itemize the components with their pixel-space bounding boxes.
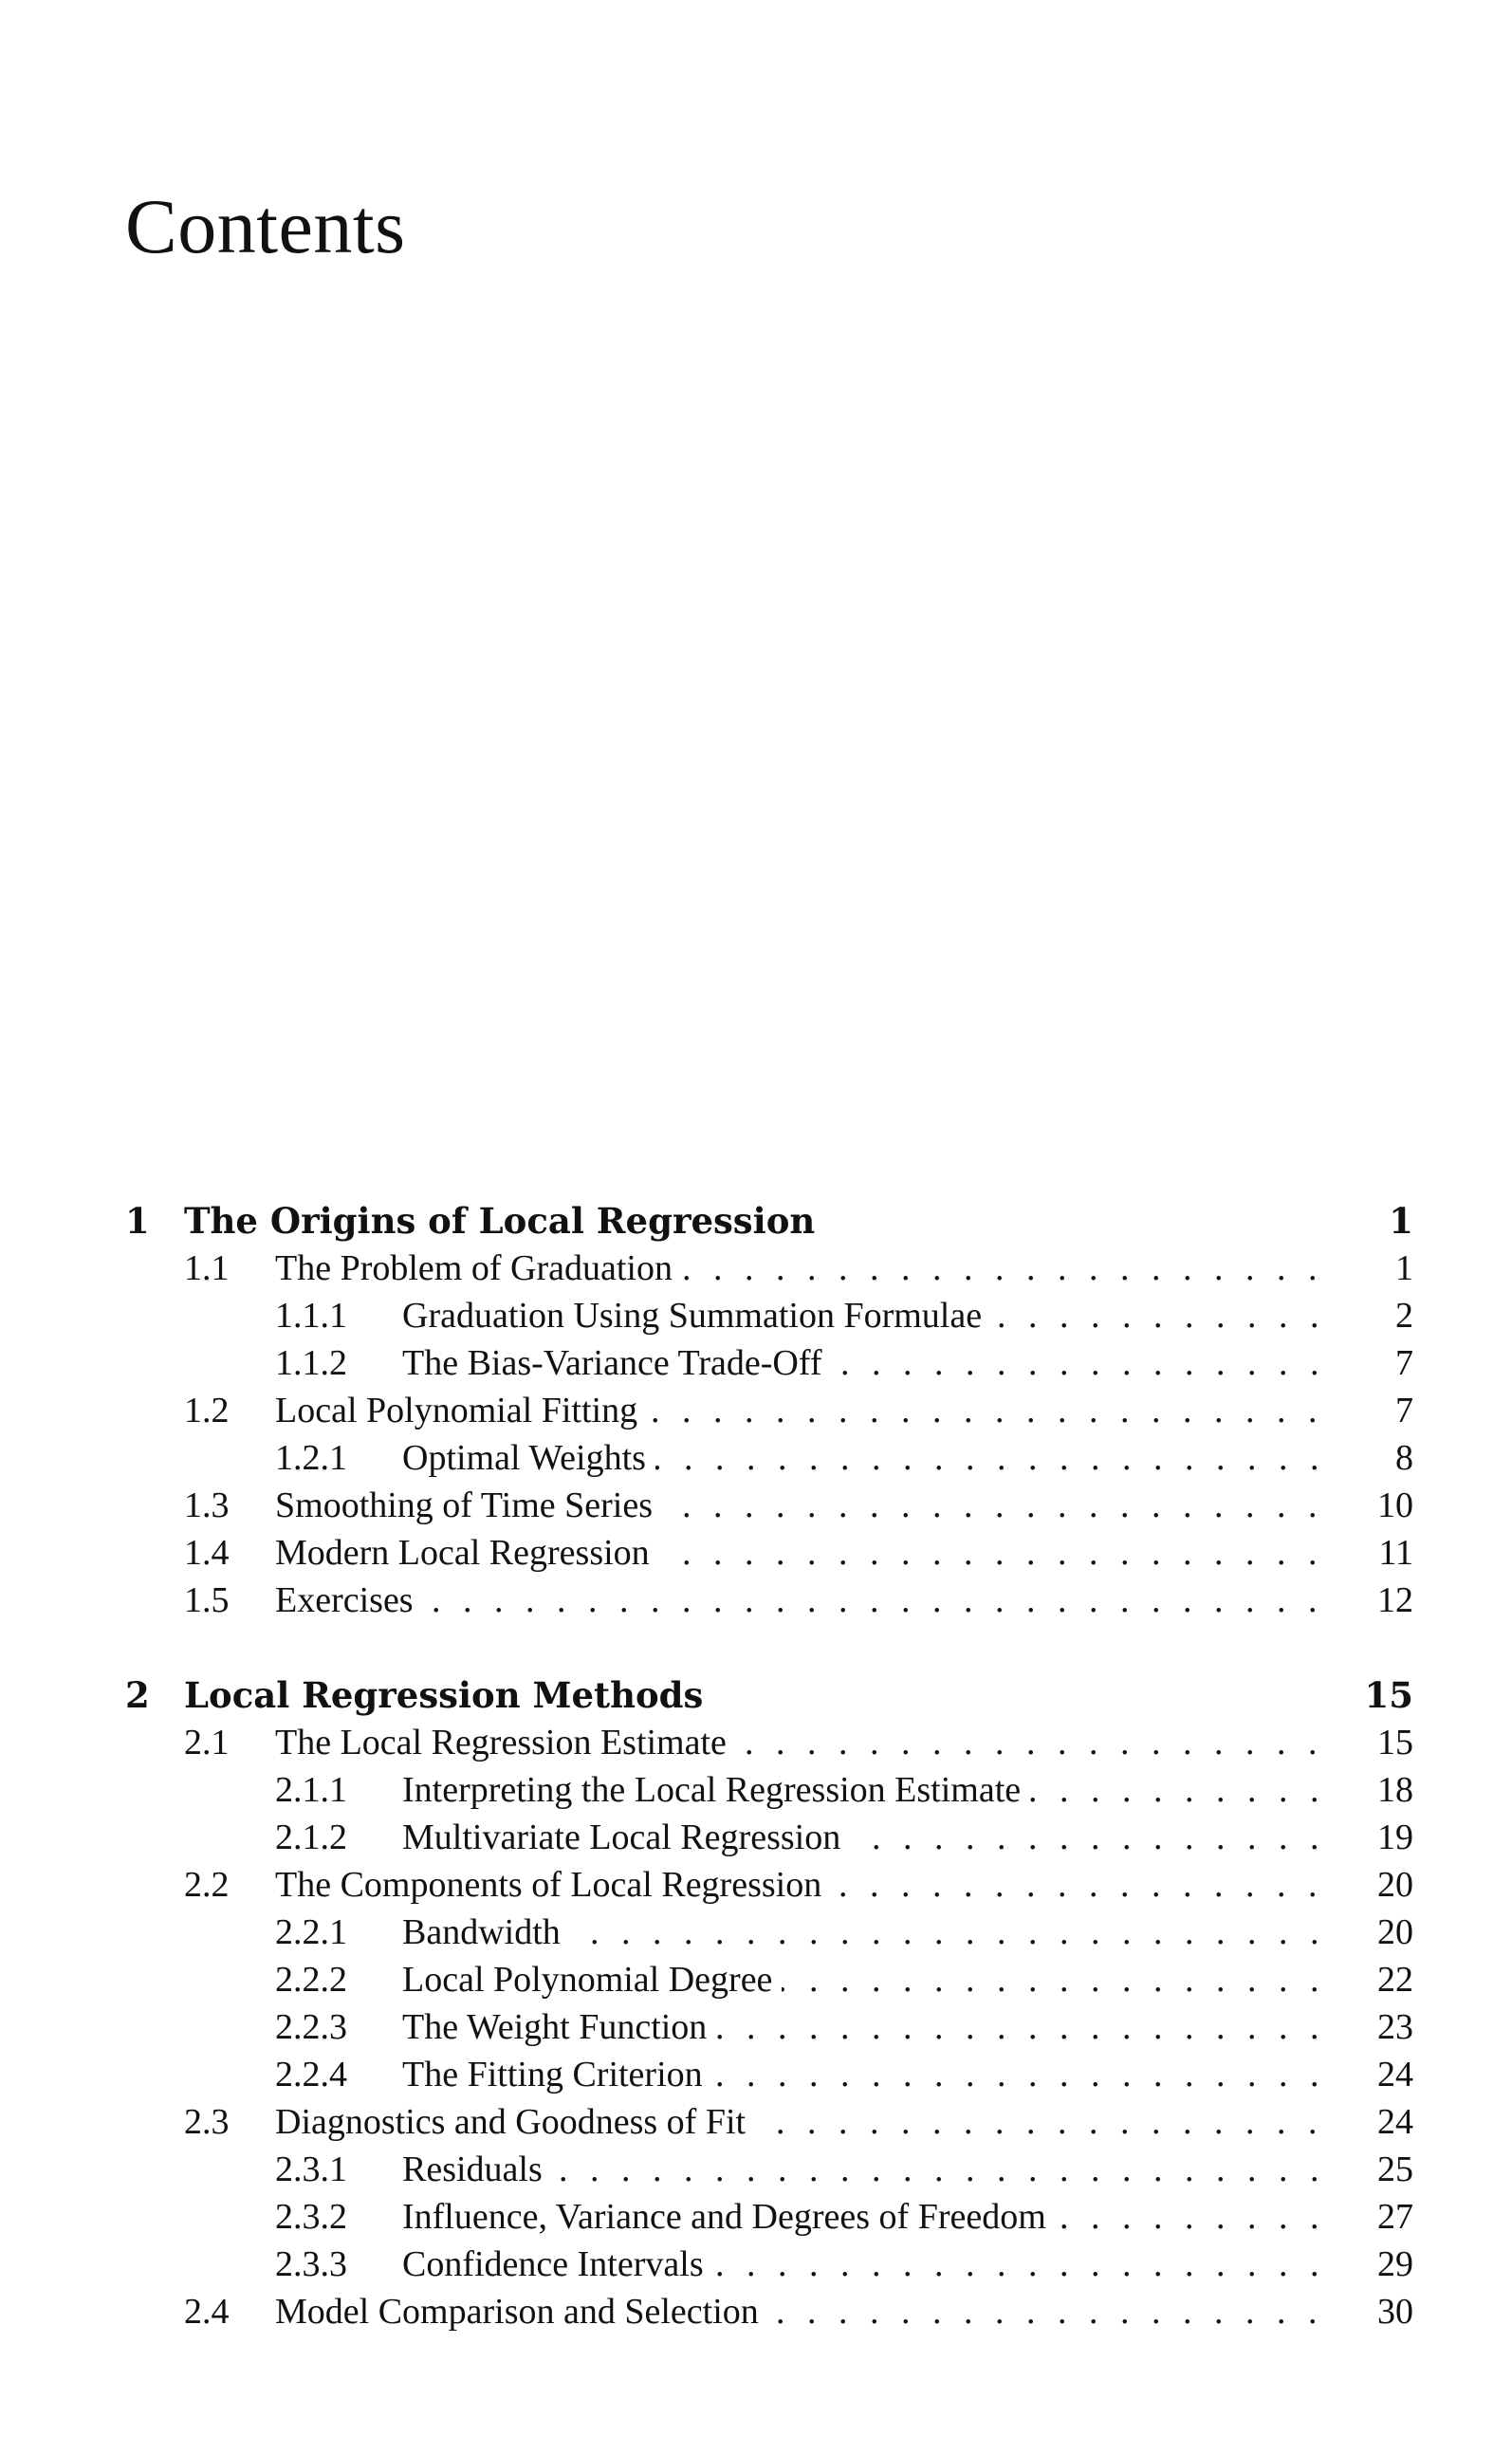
toc-entry-subsection[interactable] xyxy=(125,2241,1413,2288)
entry-title: Multivariate Local Regression xyxy=(402,1814,850,1861)
entry-number: 2.3.1 xyxy=(275,2150,347,2189)
entry-number: 1.2.1 xyxy=(275,1438,347,1478)
entry-page-number: 19 xyxy=(1377,1817,1413,1857)
entry-page-number: 20 xyxy=(1377,1865,1413,1905)
toc-entry-subsection[interactable] xyxy=(125,1292,1413,1339)
entry-number: 2.2 xyxy=(184,1865,230,1905)
entry-page-number: 1 xyxy=(1395,1248,1413,1288)
entry-title: The Local Regression Estimate xyxy=(275,1719,736,1766)
entry-title: The Problem of Graduation xyxy=(275,1245,682,1292)
toc-entry-subsection[interactable] xyxy=(125,2146,1413,2193)
entry-title: The Weight Function xyxy=(402,2003,716,2051)
entry-title: Diagnostics and Goodness of Fit xyxy=(275,2098,755,2146)
chapter-page-number: 1 xyxy=(1389,1200,1413,1242)
entry-number: 2.1.1 xyxy=(275,1770,347,1810)
entry-title: Residuals xyxy=(402,2146,552,2193)
entry-title: The Fitting Criterion xyxy=(402,2051,712,2098)
entry-number: 1.1.1 xyxy=(275,1296,347,1336)
entry-title: Local Polynomial Degree xyxy=(402,1956,782,2003)
dot-leader xyxy=(275,1577,1328,1624)
toc-entry-subsection[interactable] xyxy=(125,2193,1413,2241)
entry-title: The Bias-Variance Trade-Off xyxy=(402,1339,832,1387)
toc-entry-subsection[interactable] xyxy=(125,2003,1413,2051)
toc-entry-subsection[interactable] xyxy=(125,1339,1413,1387)
entry-title: Model Comparison and Selection xyxy=(275,2288,768,2335)
entry-page-number: 10 xyxy=(1377,1485,1413,1525)
entry-page-number: 11 xyxy=(1378,1533,1413,1573)
entry-page-number: 8 xyxy=(1395,1438,1413,1478)
entry-number: 2.2.1 xyxy=(275,1912,347,1952)
entry-title: Smoothing of Time Series xyxy=(275,1482,662,1529)
entry-page-number: 18 xyxy=(1377,1770,1413,1810)
entry-number: 1.4 xyxy=(184,1533,230,1573)
toc-entry-section[interactable] xyxy=(125,1529,1413,1577)
entry-page-number: 22 xyxy=(1377,1960,1413,2000)
toc-entry-section[interactable] xyxy=(125,2098,1413,2146)
table-of-contents xyxy=(125,1197,1413,2383)
entry-page-number: 30 xyxy=(1377,2292,1413,2332)
entry-page-number: 29 xyxy=(1377,2244,1413,2284)
toc-entry-section[interactable] xyxy=(125,1861,1413,1909)
toc-entry-subsection[interactable] xyxy=(125,1766,1413,1814)
entry-number: 1.2 xyxy=(184,1391,230,1430)
entry-title: Influence, Variance and Degrees of Freedom xyxy=(402,2193,1056,2241)
page-title: Contents xyxy=(125,183,406,269)
chapter-heading[interactable] xyxy=(125,1671,1413,1719)
toc-entry-subsection[interactable] xyxy=(125,1434,1413,1482)
toc-entry-section[interactable] xyxy=(125,2288,1413,2335)
entry-number: 2.3.2 xyxy=(275,2197,347,2237)
entry-page-number: 15 xyxy=(1377,1723,1413,1762)
entry-title: Graduation Using Summation Formulae xyxy=(402,1292,991,1339)
entry-title: The Components of Local Regression xyxy=(275,1861,831,1909)
entry-page-number: 2 xyxy=(1395,1296,1413,1336)
toc-entry-subsection[interactable] xyxy=(125,1909,1413,1956)
entry-number: 1.3 xyxy=(184,1485,230,1525)
toc-entry-subsection[interactable] xyxy=(125,1956,1413,2003)
chapter-number: 2 xyxy=(125,1674,150,1716)
entry-number: 2.3.3 xyxy=(275,2244,347,2284)
entry-page-number: 25 xyxy=(1377,2150,1413,2189)
entry-number: 2.1 xyxy=(184,1723,230,1762)
toc-entry-subsection[interactable] xyxy=(125,2051,1413,2098)
entry-page-number: 23 xyxy=(1377,2007,1413,2047)
toc-entry-section[interactable] xyxy=(125,1577,1413,1624)
chapter-title: The Origins of Local Regression xyxy=(184,1197,824,1245)
chapter-heading[interactable] xyxy=(125,1197,1413,1245)
entry-number: 1.1.2 xyxy=(275,1343,347,1383)
toc-entry-section[interactable] xyxy=(125,1482,1413,1529)
entry-page-number: 24 xyxy=(1377,2102,1413,2142)
entry-number: 2.4 xyxy=(184,2292,230,2332)
entry-page-number: 12 xyxy=(1377,1580,1413,1620)
toc-entry-section[interactable] xyxy=(125,1245,1413,1292)
entry-title: Confidence Intervals xyxy=(402,2241,713,2288)
entry-title: Local Polynomial Fitting xyxy=(275,1387,647,1434)
entry-page-number: 7 xyxy=(1395,1391,1413,1430)
toc-entry-section[interactable] xyxy=(125,1719,1413,1766)
entry-number: 2.1.2 xyxy=(275,1817,347,1857)
entry-page-number: 24 xyxy=(1377,2055,1413,2094)
entry-title: Bandwidth xyxy=(402,1909,570,1956)
toc-entry-section[interactable] xyxy=(125,1387,1413,1434)
chapter-number: 1 xyxy=(125,1200,150,1242)
entry-number: 1.5 xyxy=(184,1580,230,1620)
entry-number: 2.2.3 xyxy=(275,2007,347,2047)
entry-page-number: 27 xyxy=(1377,2197,1413,2237)
entry-page-number: 7 xyxy=(1395,1343,1413,1383)
toc-entry-subsection[interactable] xyxy=(125,1814,1413,1861)
entry-number: 2.3 xyxy=(184,2102,230,2142)
entry-number: 2.2.2 xyxy=(275,1960,347,2000)
chapter-page-number: 15 xyxy=(1364,1674,1413,1716)
entry-page-number: 20 xyxy=(1377,1912,1413,1952)
chapter-1 xyxy=(125,1197,1413,1624)
entry-title: Interpreting the Local Regression Estimate xyxy=(402,1766,1030,1814)
entry-number: 2.2.4 xyxy=(275,2055,347,2094)
entry-title: Exercises xyxy=(275,1577,423,1624)
entry-title: Optimal Weights xyxy=(402,1434,655,1482)
entry-title: Modern Local Regression xyxy=(275,1529,659,1577)
chapter-2 xyxy=(125,1671,1413,2335)
entry-number: 1.1 xyxy=(184,1248,230,1288)
chapter-title: Local Regression Methods xyxy=(184,1671,712,1719)
